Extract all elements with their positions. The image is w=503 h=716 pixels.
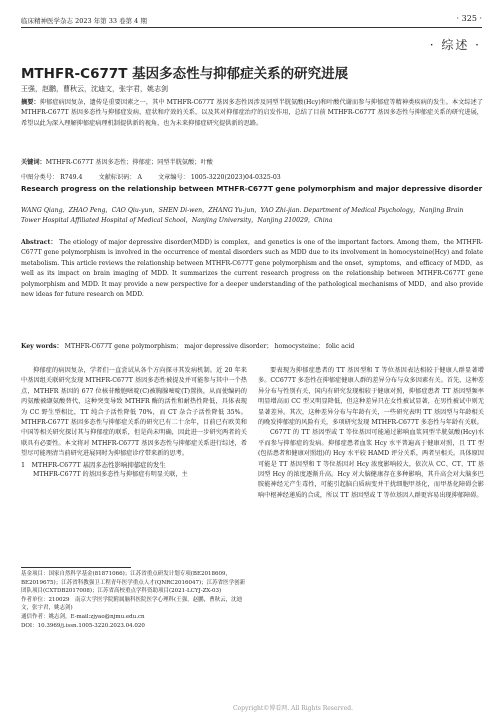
footnotes	[21, 570, 247, 630]
english-keywords-label: Key words：	[21, 343, 63, 350]
english-keywords-text: MTHFR-C677T gene polymorphism； major depressive disorder； homocysteine； folic acid	[64, 343, 355, 350]
footnote-doi: DOI：10.3969/j.issn.1005-3220.2023.04.020	[21, 622, 145, 629]
header-rule	[21, 27, 482, 28]
keywords-cn	[21, 158, 483, 168]
article-meta	[21, 172, 295, 181]
right-paragraph-2: C677T 的 TT 基因型或 T 等位基因可能通过影响血浆同型半胱氨酸(Hcy)水平而参与抑郁症的发病。抑郁症患者血浆 Hcy 水平普遍高于健康对照，且 TT 型(包括患者和健康对照组)的 Hcy 水平较 HAMD 评分关系，两者呈相关。具体原因可能是 TT 基因型和 T 等位基因对 Hcy 浓度影响较大，依次从 CC、CT、TT 基因型 Hcy 的浓度逐渐升高。Hcy 对大脑健康存在多种影响，其升高会对大脑多巴胺能神经元产生毒性，可能引起脑白质病变并干扰细胞甲基化，而甲基化障碍会影响中枢神经递质的合成，所以 TT 基因型或 T 等位基因人群更容易出现抑郁障碍。	[258, 429, 484, 499]
abstract-cn	[21, 98, 483, 129]
section-label: · 综述 ·	[429, 38, 481, 52]
keywords-label: 关键词：	[21, 159, 46, 166]
right-column	[258, 366, 484, 501]
page-number: · 325 ·	[456, 14, 482, 23]
left-column	[21, 366, 247, 480]
english-abstract-text: The etiology of major depressive disorder(MDD) is complex，and genetics is one of the important factors. Among them，the MTHFR-C677T gene polymorphism is involved in the occurrence of mental disorders such as MDD due to its involvement in homocysteine(Hcy) and folate metabolism. This article reviews the relationship between MTHFR-C677T gene polymorphism and the onset，symptoms，and efficacy of MDD，as well as its impact on brain imaging of MDD. It summarizes the current research progress on the relationship between MTHFR-C677T gene polymorphism and MDD. It may provide a new perspective for a deeper understanding of the pathological mechanisms of MDD，and also provide new ideas for future research on MDD.	[21, 239, 483, 299]
clc-number: 中图分类号： R749.4	[21, 174, 83, 181]
copyright-watermark: Copyright©博看网. All Rights Reserved.	[232, 705, 353, 712]
journal-name: 临床精神医学杂志 2023 年第 33 卷第 4 期	[21, 17, 147, 25]
abstract-label: 摘要：	[21, 99, 40, 106]
authors: 王强，赵鹏，曹秋云，沈迪文，张宇君，姚志剑	[21, 85, 168, 93]
doc-code: 文献标识码： A	[98, 174, 142, 181]
footnote-corresponding: 通信作者：姚志剑，E-mail:zjyao@njmu.edu.cn	[21, 613, 145, 620]
section-heading-1: 1 MTHFR-C677T 基因多态性影响抑郁症的发生	[21, 460, 166, 469]
footnote-rule	[21, 567, 131, 568]
english-abstract	[21, 238, 483, 300]
running-header	[21, 14, 482, 26]
article-number: 文章编号： 1005-3220(2023)04-0325-03	[157, 174, 281, 181]
right-paragraph-1: 要表现为抑郁症患者的 TT 基因型和 T 等位基因表达相较于健康人群显著增多。CC677T 多态性在抑郁症健康人群的差异分布与众多因素有关。首先，这种差异分布与性别有关，国内有研究发现相较于健康对照，抑郁症患者 TT 基因型频率明显增高而 CC 型又明显降低，但这种差异只在女性被试显著，在男性被试中则无显著差异。其次，这种差异分布与年龄有关，一些研究表明 TT 基因型与年龄相关的晚发抑郁症的风险有关，多项研究发现 MTHFR-C677T 多态性与年龄有关联。	[258, 367, 484, 427]
english-abstract-label: Abstract：	[21, 239, 57, 246]
article-title: MTHFR-C677T 基因多态性与抑郁症关系的研究进展	[21, 66, 349, 82]
intro-paragraph: 抑郁症的病因复杂，学者们一直尝试从各个方向探寻其发病机制。近 20 年来中基因组关联研究发现 MTHFR-C677T 基因多态性被提及并可能参与其中一个热点，MTHFR 基因的 677 位核苷酸胞嘧啶(C)被胸腺嘧啶(T)置换，从而使编码的丙氨酸被缬氨酸替代，这种突变导致 MTHFR 酶的活性和耐热性降低，具体表现为 CC 野生型相比，TT 纯合子活性降低 70%，而 CT 杂合子活性降低 35%。MTHFR-C677T 基因多态性与抑郁症关系的研究已有二十余年，目前已有欧美和中国等相关研究探讨其与抑郁症的联系，但是尚未明确，因此进一步研究两者的关联具有必要性。本文将对 MTHFR-C677T 基因多态性与抑郁症关系进行综述，希望尽可能理清当前研究进展同时为抑郁症诊疗带来新的思考。	[21, 367, 247, 458]
keywords-text: MTHFR-C677T 基因多态性；抑郁症；同型半胱氨酸；叶酸	[45, 159, 213, 166]
footnote-affiliation: 作者单位：210029 南京大学医学院附属脑科医院医学心理科(王强，赵鹏，曹秋云，沈迪文，张宇君，姚志剑)	[21, 596, 243, 612]
section-1-paragraph: MTHFR-C677T 的基因多态性与抑郁症有明显关联，主	[33, 471, 188, 479]
english-title: Research progress on the relationship between MTHFR-C677T gene polymorphism and major depressive disorder	[21, 184, 483, 193]
english-keywords	[21, 342, 483, 352]
abstract-text: 抑郁症病因复杂，遗传是重要因素之一，其中 MTHFR-C677T 基因多态性因涉及同型半胱氨酸(Hcy)和叶酸代谢而参与抑郁症等精神类疾病的发生。本文综述了 MTHFR-C677T 基因多态性与抑郁症发病、症状和疗效的关系，以及其对抑郁症治疗的启发作用，总结了目前 MTHFR-C677T 基因多态性与抑郁症关系的研究进展，希望以此为深入理解抑郁症病理机制提供新的视角，也为未来抑郁症研究提供新的思路。	[21, 99, 484, 127]
footnote-funding: 基金项目：国家自然科学基金(81871066)；江苏省重点研发计划专项(BE2018609，BE2019675)；江苏省科教强卫工程青年医学重点人才(QNRC2016047)；江苏省医学创新团队项目(CXTDB2017008)；江苏省高校重点学科资助项目(2021-LCYJ-ZX-03)	[21, 571, 246, 595]
english-authors: WANG Qiang，ZHAO Peng，CAO Qiu-yun，SHEN Di-wen，ZHANG Yu-jun，YAO Zhi-jian. Department of Medical Psychology，Nanjing Brain Tower Hospital Affiliated Hospital of Medical School，Nanjing University，Nanjing 210029，China	[21, 207, 464, 224]
